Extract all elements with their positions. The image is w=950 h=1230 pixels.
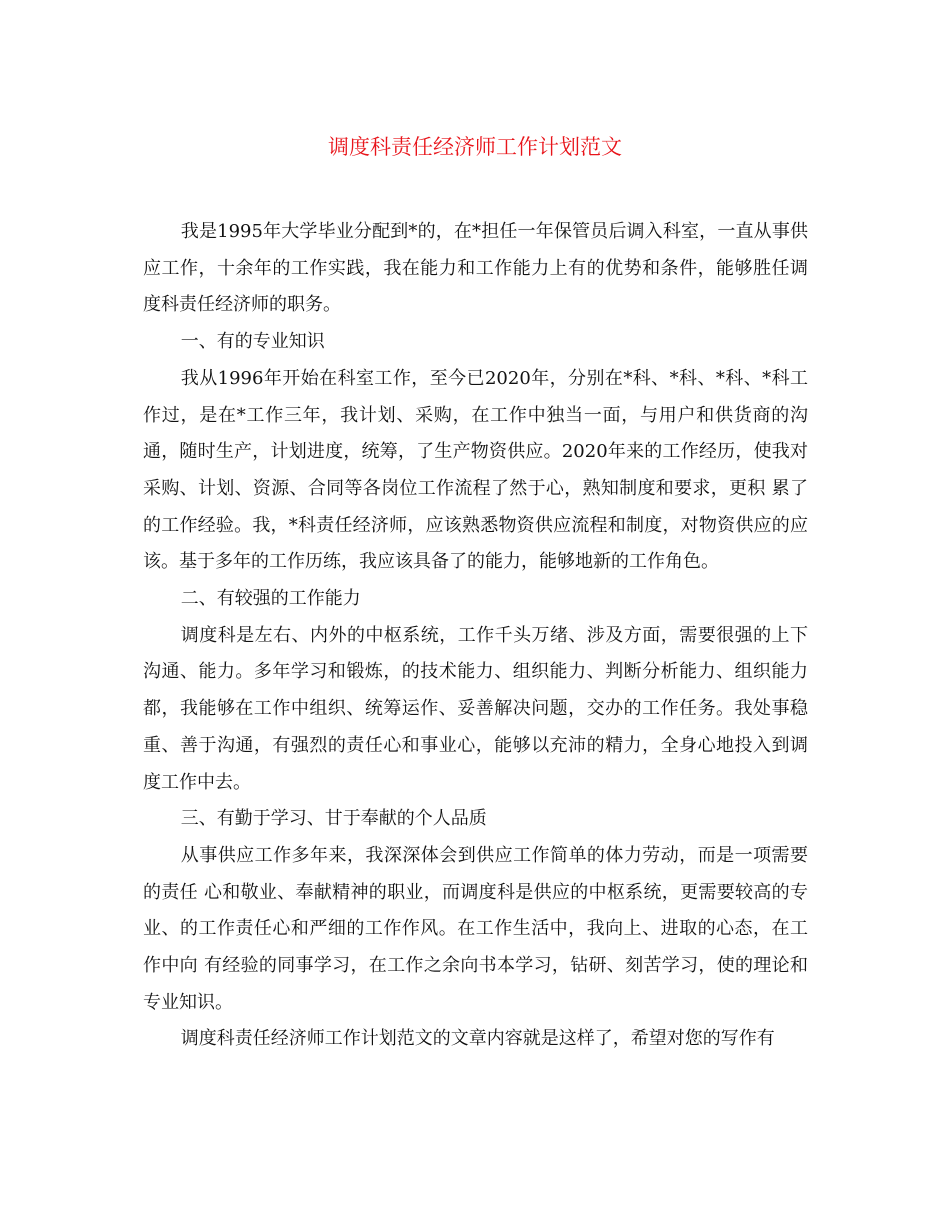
document-body (143, 214, 808, 1058)
paragraph-closing: 调度科责任经济师工作计划范文的文章内容就是这样了，希望对您的写作有 (180, 1028, 775, 1050)
section-heading-3: 三、有勤于学习、甘于奉献的个人品质 (180, 808, 487, 830)
paragraph-section-3: 从事供应工作多年来，我深深体会到供应工作简单的体力劳动，而是一项需要的责任 心和敬业、奉献精神的职业，而调度科是供应的中枢系统，更需要较高的专业、的工作责任心和严细的工作作风。在工作生活中，我向上、进取的心态，在工作中向 有经验的同事学习，在工作之余向书本学习，钻研、刻苦学习，使的理论和专业知识。 (143, 844, 808, 1013)
document-title: 调度科责任经济师工作计划范文 (328, 135, 622, 159)
paragraph-intro: 我是1995年大学毕业分配到*的，在*担任一年保管员后调入科室，一直从事供应工作，十余年的工作实践，我在能力和工作能力上有的优势和条件，能够胜任调度科责任经济师的职务。 (143, 221, 808, 316)
paragraph-section-1: 我从1996年开始在科室工作，至今已2020年，分别在*科、*科、*科、*科工作过，是在*工作三年，我计划、采购，在工作中独当一面，与用户和供货商的沟通，随时生产，计划进度，统筹，了生产物资供应。2020年来的工作经历，使我对采购、计划、资源、合同等各岗位工作流程了然于心，熟知制度和要求，更积 累了的工作经验。我，*科责任经济师，应该熟悉物资供应流程和制度，对物资供应的应该。基于多年的工作历练，我应该具备了的能力，能够地新的工作角色。 (143, 367, 808, 573)
paragraph-section-2: 调度科是左右、内外的中枢系统，工作千头万绪、涉及方面，需要很强的上下沟通、能力。多年学习和锻炼，的技术能力、组织能力、判断分析能力、组织能力 都，我能够在工作中组织、统筹运作、妥善解决问题，交办的工作任务。我处事稳重、善于沟通，有强烈的责任心和事业心，能够以充沛的精力，全身心地投入到调 度工作中去。 (143, 624, 808, 793)
section-heading-1: 一、有的专业知识 (180, 331, 325, 353)
section-heading-2: 二、有较强的工作能力 (180, 588, 361, 610)
